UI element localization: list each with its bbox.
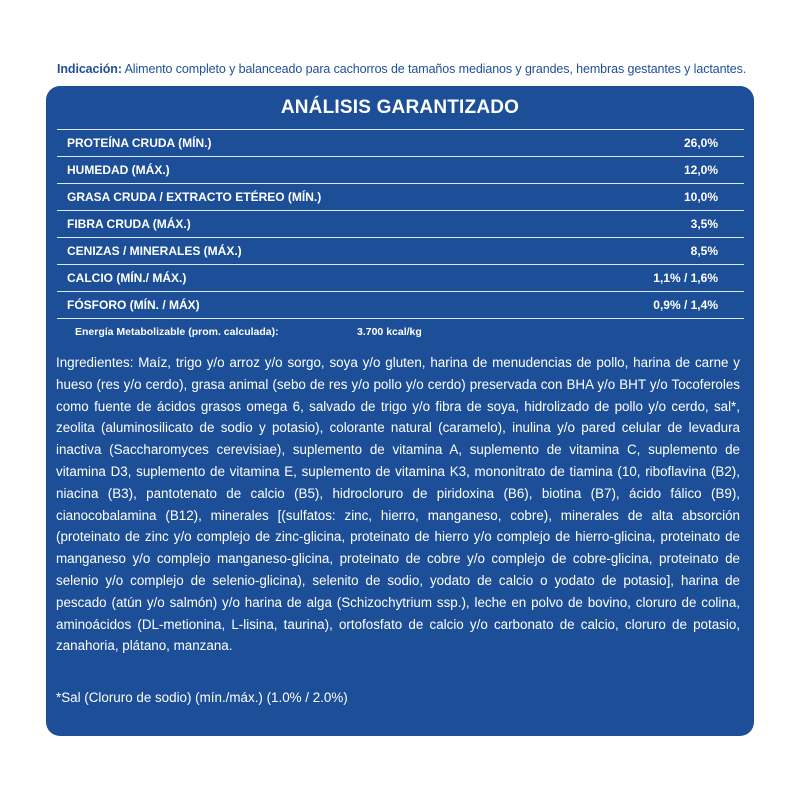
analysis-row-moisture	[57, 157, 744, 183]
row-value: 10,0%	[683, 190, 718, 204]
energy-label: Energía Metabolizable (prom. calculada):	[75, 326, 279, 338]
analysis-row-protein	[57, 130, 744, 156]
row-value: 1,1% / 1,6%	[653, 271, 718, 285]
analysis-row-fiber	[57, 211, 744, 237]
row-name: HUMEDAD (MÁX.)	[67, 163, 170, 177]
ingredients-text: Ingredientes: Maíz, trigo y/o arroz y/o sorgo, soya y/o gluten, harina de menudencias de pollo, harina de carne y hueso (res y/o cerdo), grasa animal (sebo de res y/o pollo y/o cerdo) preservada con BHA y/o BHT y/o Tocoferoles como fuente de ácidos grasos omega 6, salvado de trigo y/o fibra de soya, hidrolizado de pollo y/o cerdo, sal*, zeolita (aluminosilicato de sodio y potasio), colorante natural (caramelo), inulina y/o pared celular de levadura inactiva (Saccharomyces cerevisiae), suplemento de vitamina A, suplemento de vitamina C, suplemento de vitamina D3, suplemento de vitamina E, suplemento de vitamina K3, mononitrato de tiamina (10, riboflavina (B2), niacina (B3), pantotenato de calcio (B5), hidrocloruro de piridoxina (B6), biotina (B7), ácido fálico (B9), cianocobalamina (B12), minerales [(sulfatos: zinc, hierro, manganeso, cobre), minerales de alta absorción (proteinato de zinc y/o complejo de zinc-glicina, proteinato de hierro y/o complejo de hierro-glicina, proteinato de manganeso y/o complejo manganeso-glicina, proteinato de cobre y/o complejo de cobre-glicina, proteinato de selenio y/o complejo de selenio-glicina), selenito de sodio, yodato de calcio o yodato de potasio], harina de pescado (atún y/o salmón) y/o harina de alga (Schizochytrium ssp.), leche en polvo de bovino, cloruro de colina, aminoácidos (DL-metionina, L-lisina, taurina), ortofosfato de calcio y/o carbonato de calcio, cloruro de potasio, zanahoria, plátano, manzana.	[56, 355, 740, 654]
analysis-row-phosphorus	[57, 292, 744, 318]
analysis-row-ash	[57, 238, 744, 264]
row-name: FÓSFORO (MÍN. / MÁX)	[67, 298, 200, 312]
row-value: 26,0%	[683, 136, 718, 150]
salt-footnote: *Sal (Cloruro de sodio) (mín./máx.) (1.0% / 2.0%)	[56, 690, 348, 705]
row-name: FIBRA CRUDA (MÁX.)	[67, 217, 191, 231]
row-name: CENIZAS / MINERALES (MÁX.)	[67, 244, 242, 258]
row-value: 12,0%	[683, 163, 718, 177]
analysis-row-calcium	[57, 265, 744, 291]
indication-text: Alimento completo y balanceado para cachorros de tamaños medianos y grandes, hembras gestantes y lactantes.	[121, 62, 747, 76]
energy-line	[75, 326, 422, 338]
energy-value: 3.700 kcal/kg	[357, 326, 422, 338]
row-name: PROTEÍNA CRUDA (MÍN.)	[67, 136, 212, 150]
row-value: 3,5%	[690, 217, 718, 231]
analysis-row-fat	[57, 184, 744, 210]
indication-line	[57, 62, 777, 76]
row-name: GRASA CRUDA / EXTRACTO ETÉREO (MÍN.)	[67, 190, 322, 204]
row-name: CALCIO (MÍN./ MÁX.)	[67, 271, 187, 285]
indication-label: Indicación:	[57, 62, 122, 76]
analysis-title: ANÁLISIS GARANTIZADO	[280, 97, 520, 118]
row-value: 8,5%	[690, 244, 718, 258]
table-rule	[57, 318, 744, 319]
row-value: 0,9% / 1,4%	[653, 298, 718, 312]
